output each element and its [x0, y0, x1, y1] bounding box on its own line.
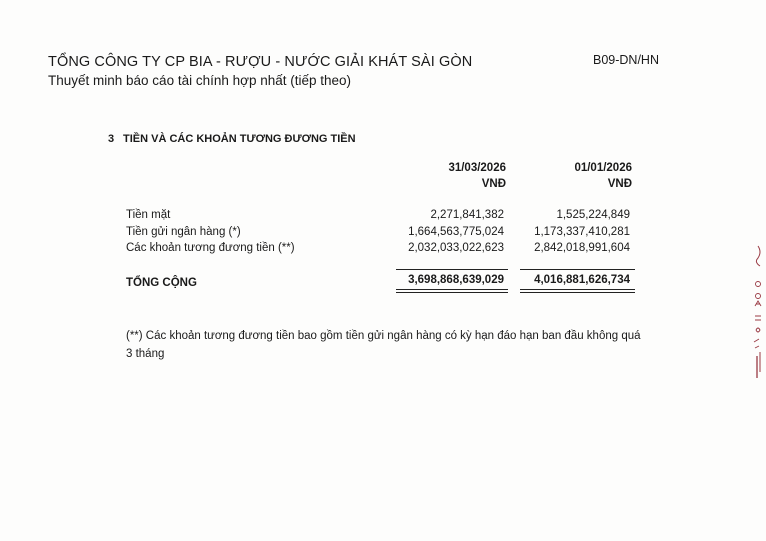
row-cash-equivalents-value-2: 2,842,018,991,604 — [534, 242, 630, 254]
document-subtitle: Thuyết minh báo cáo tài chính hợp nhất (tiếp theo) — [48, 73, 352, 88]
column-2-date: 01/01/2026 — [574, 162, 632, 174]
section-title: TIỀN VÀ CÁC KHOẢN TƯƠNG ĐƯƠNG TIỀN — [123, 133, 356, 145]
margin-seal-mark — [746, 240, 766, 380]
column-1-unit: VNĐ — [481, 178, 506, 190]
row-cash-value-1: 2,271,841,382 — [430, 209, 504, 221]
row-cash-equivalents-value-1: 2,032,033,022,623 — [408, 242, 504, 254]
column-1-date: 31/03/2026 — [448, 162, 506, 174]
row-bank-deposits-value-2: 1,173,337,410,281 — [534, 226, 630, 238]
total-double-rule-1 — [396, 289, 508, 293]
footnote: (**) Các khoản tương đương tiền bao gồm tiền gửi ngân hàng có kỳ hạn đáo hạn ban đầu không quá 3 tháng — [126, 330, 641, 360]
row-cash-value-2: 1,525,224,849 — [556, 209, 630, 221]
row-label-cash: Tiền mặt — [126, 209, 171, 221]
company-name: TỔNG CÔNG TY CP BIA - RƯỢU - NƯỚC GIẢI KHÁT SÀI GÒN — [48, 54, 473, 70]
row-label-bank-deposits: Tiền gửi ngân hàng (*) — [126, 226, 241, 238]
row-label-cash-equivalents: Các khoản tương đương tiền (**) — [126, 242, 295, 254]
subtotal-rule-1 — [396, 269, 508, 270]
row-bank-deposits-value-1: 1,664,563,775,024 — [408, 226, 504, 238]
subtotal-rule-2 — [520, 269, 635, 270]
total-label: TỔNG CỘNG — [126, 277, 197, 289]
total-value-2: 4,016,881,626,734 — [534, 274, 630, 286]
section-number: 3 — [108, 133, 115, 145]
column-2-unit: VNĐ — [607, 178, 632, 190]
form-code: B09-DN/HN — [593, 53, 659, 67]
total-value-1: 3,698,868,639,029 — [408, 274, 504, 286]
total-double-rule-2 — [520, 289, 635, 293]
